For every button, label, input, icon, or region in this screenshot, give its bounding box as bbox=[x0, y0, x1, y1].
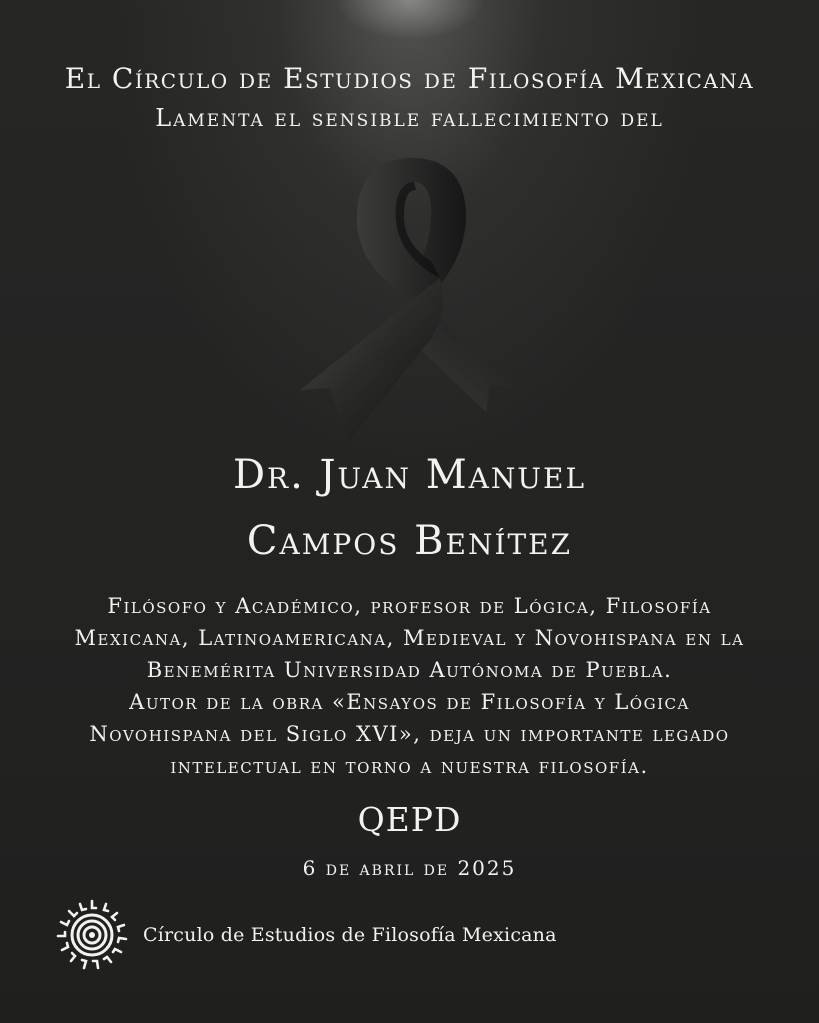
header-org-line: El Círculo de Estudios de Filosofía Mexicana bbox=[64, 62, 755, 95]
mourning-ribbon-icon bbox=[290, 150, 530, 445]
footer-org-name: Círculo de Estudios de Filosofía Mexicana bbox=[143, 924, 557, 946]
spotlight-glow bbox=[335, 0, 485, 40]
deceased-name-line2: Campos Benítez bbox=[246, 518, 573, 564]
bio-line: intelectual en torno a nuestra filosofía. bbox=[170, 754, 649, 778]
deceased-name-line1: Dr. Juan Manuel bbox=[232, 452, 587, 498]
bio-line: Filósofo y Académico, profesor de Lógica, Filosofía bbox=[107, 594, 712, 618]
qepd-label: QEPD bbox=[357, 800, 462, 839]
header-announcement-line: Lamenta el sensible fallecimiento del bbox=[155, 104, 664, 132]
bio-line: Mexicana, Latinoamericana, Medieval y Novohispana en la bbox=[74, 626, 745, 650]
spiral-fret-logo-icon bbox=[55, 898, 129, 972]
bio-line: Autor de la obra «Ensayos de Filosofía y Lógica bbox=[129, 690, 690, 714]
bio-line: Novohispana del Siglo XVI», deja un importante legado bbox=[89, 722, 730, 746]
date-label: 6 de abril de 2025 bbox=[302, 856, 517, 880]
footer bbox=[55, 898, 557, 972]
bio-line: Benemérita Universidad Autónoma de Puebla. bbox=[146, 658, 673, 682]
